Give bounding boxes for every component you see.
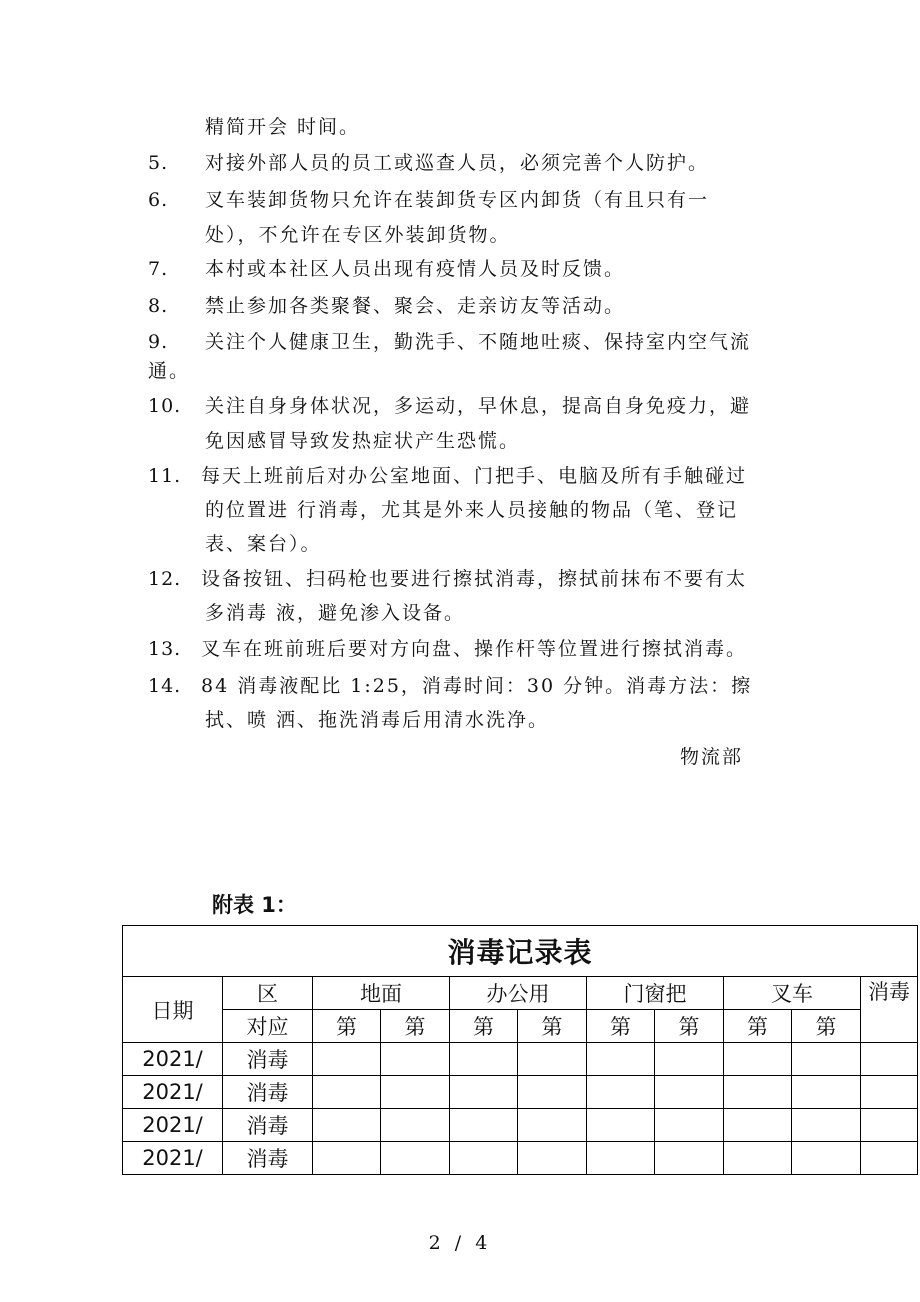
empty-cell (381, 1109, 450, 1142)
disinfection-record-table (122, 925, 918, 1175)
empty-cell (518, 1076, 587, 1109)
rule-number: 10. (148, 395, 182, 417)
empty-cell (587, 1076, 655, 1109)
table-row (123, 1043, 918, 1076)
page-indicator: 2 / 4 (428, 1232, 492, 1254)
rule-text: 设备按钮、扫码枪也要进行擦拭消毒，擦拭前抹布不要有太 (201, 568, 748, 590)
empty-cell (792, 1109, 861, 1142)
group-header-forklift: 叉车 (724, 977, 861, 1010)
empty-cell (450, 1076, 518, 1109)
area-header-sub: 对应 (223, 1010, 313, 1043)
empty-cell (655, 1142, 724, 1175)
empty-cell (861, 1142, 918, 1175)
empty-cell (381, 1142, 450, 1175)
rule-text: 84 消毒液配比 1:25，消毒时间：30 分钟。消毒方法：擦 (201, 675, 753, 697)
empty-cell (450, 1043, 518, 1076)
rule-number: 12. (148, 568, 182, 590)
rule-text: 精简开会 时间。 (205, 116, 361, 138)
date-cell: 2021/ (123, 1142, 223, 1175)
rule-text: 多消毒 液，避免渗入设备。 (205, 602, 466, 624)
rule-text: 关注个人健康卫生，勤洗手、不随地吐痰、保持室内空气流 (205, 331, 752, 353)
empty-cell (587, 1043, 655, 1076)
empty-cell (518, 1043, 587, 1076)
rule-text: 禁止参加各类聚餐、聚会、走亲访友等活动。 (205, 295, 626, 317)
rule-text: 每天上班前后对办公室地面、门把手、电脑及所有手触碰过 (201, 465, 748, 487)
rule-text: 关注自身身体状况，多运动，早休息，提高自身免疫力，避 (205, 395, 752, 417)
empty-cell (861, 1076, 918, 1109)
rule-text: 叉车在班前班后要对方向盘、操作杆等位置进行擦拭消毒。 (201, 638, 748, 660)
date-cell: 2021/ (123, 1076, 223, 1109)
disinfect-header-text: 消毒 (868, 980, 910, 1004)
area-header: 区 (223, 977, 313, 1010)
date-cell: 2021/ (123, 1109, 223, 1142)
sub-header: 第 (587, 1010, 655, 1043)
sub-header: 第 (792, 1010, 861, 1043)
area-cell: 消毒 (223, 1109, 313, 1142)
empty-cell (655, 1043, 724, 1076)
group-header-floor: 地面 (313, 977, 450, 1010)
rule-number: 7. (148, 258, 169, 280)
empty-cell (724, 1043, 792, 1076)
rule-text: 免因感冒导致发热症状产生恐慌。 (205, 430, 521, 452)
empty-cell (861, 1043, 918, 1076)
rule-text: 通。 (148, 360, 191, 382)
empty-cell (518, 1109, 587, 1142)
rule-text: 本村或本社区人员出现有疫情人员及时反馈。 (205, 258, 626, 280)
empty-cell (792, 1043, 861, 1076)
empty-cell (792, 1142, 861, 1175)
appendix-label: 附表 1： (212, 893, 297, 917)
empty-cell (313, 1076, 381, 1109)
department-signature: 物流部 (680, 746, 744, 768)
sub-header: 第 (381, 1010, 450, 1043)
rule-text: 拭、喷 洒、拖洗消毒后用清水洗净。 (205, 709, 550, 731)
sub-header: 第 (450, 1010, 518, 1043)
table-row (123, 1076, 918, 1109)
table-row (123, 1142, 918, 1175)
empty-cell (792, 1076, 861, 1109)
rule-number: 14. (148, 675, 182, 697)
group-header-door: 门窗把 (587, 977, 724, 1010)
rule-text: 的位置进 行消毒，尤其是外来人员接触的物品（笔、登记 (205, 499, 739, 521)
empty-cell (313, 1142, 381, 1175)
empty-cell (724, 1142, 792, 1175)
empty-cell (861, 1109, 918, 1142)
empty-cell (655, 1109, 724, 1142)
empty-cell (724, 1076, 792, 1109)
empty-cell (724, 1109, 792, 1142)
empty-cell (313, 1109, 381, 1142)
rule-text: 处），不允许在专区外装卸货物。 (205, 224, 511, 246)
empty-cell (450, 1109, 518, 1142)
disinfect-header (861, 977, 918, 1043)
empty-cell (450, 1142, 518, 1175)
empty-cell (313, 1043, 381, 1076)
table-title: 消毒记录表 (123, 926, 918, 977)
rule-number: 11. (148, 465, 182, 487)
area-cell: 消毒 (223, 1043, 313, 1076)
rule-number: 8. (148, 295, 169, 317)
empty-cell (655, 1076, 724, 1109)
rule-text: 表、案台）。 (205, 533, 322, 555)
empty-cell (587, 1109, 655, 1142)
empty-cell (381, 1043, 450, 1076)
sub-header: 第 (313, 1010, 381, 1043)
rule-number: 13. (148, 638, 182, 660)
group-header-office: 办公用 (450, 977, 587, 1010)
rule-text: 叉车装卸货物只允许在装卸货专区内卸货（有且只有一 (205, 189, 710, 211)
rule-number: 9. (148, 331, 169, 353)
date-header: 日期 (123, 977, 223, 1043)
rule-number: 5. (148, 152, 169, 174)
rule-number: 6. (148, 189, 169, 211)
sub-header: 第 (518, 1010, 587, 1043)
area-cell: 消毒 (223, 1142, 313, 1175)
empty-cell (587, 1142, 655, 1175)
sub-header: 第 (655, 1010, 724, 1043)
date-cell: 2021/ (123, 1043, 223, 1076)
sub-header: 第 (724, 1010, 792, 1043)
table-row (123, 1109, 918, 1142)
area-cell: 消毒 (223, 1076, 313, 1109)
rule-text: 对接外部人员的员工或巡查人员，必须完善个人防护。 (205, 152, 710, 174)
empty-cell (381, 1076, 450, 1109)
empty-cell (518, 1142, 587, 1175)
